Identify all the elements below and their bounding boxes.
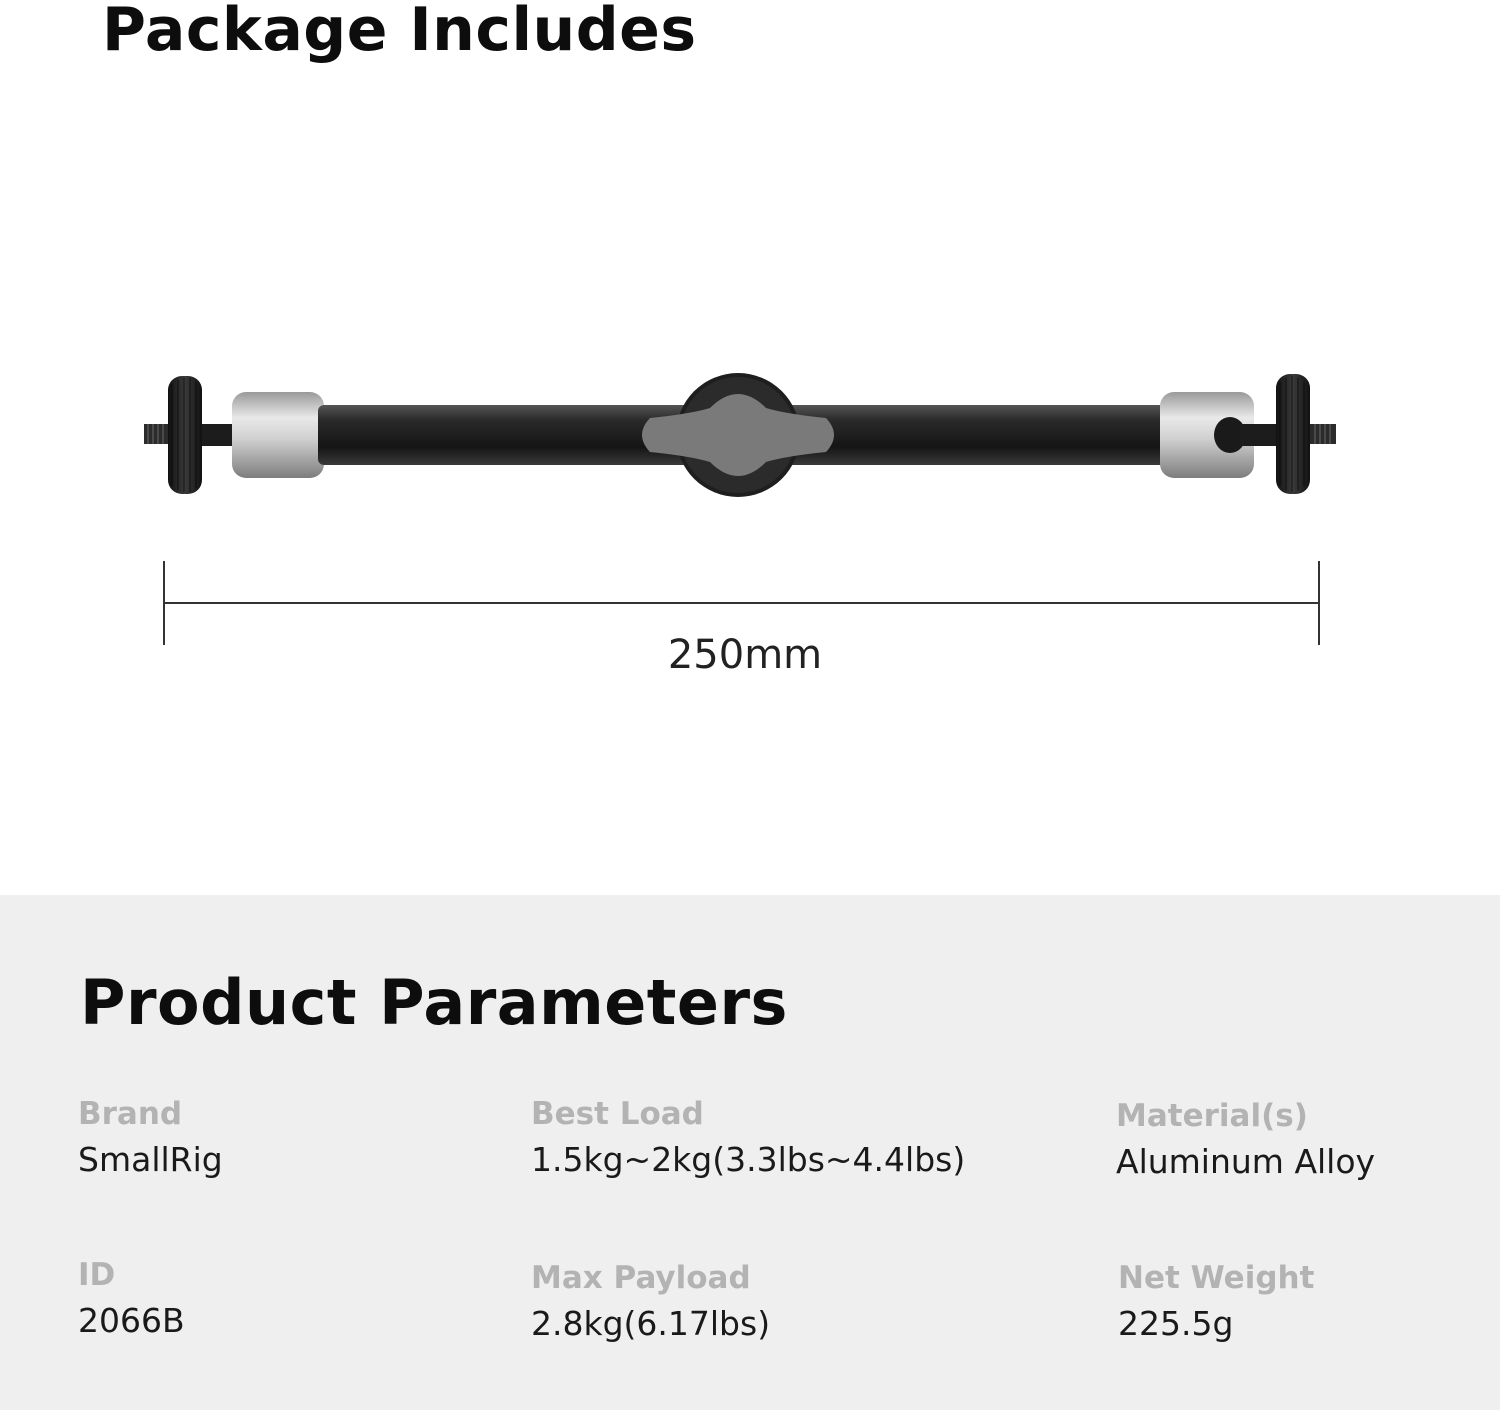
param-label: Best Load [531, 1096, 704, 1132]
param-materials [1116, 1096, 1375, 1184]
param-net-weight [1118, 1258, 1314, 1346]
param-best-load [531, 1094, 965, 1182]
magic-arm-rod-image [130, 360, 1360, 510]
param-value: SmallRig [78, 1140, 223, 1179]
param-value: 1.5kg~2kg(3.3lbs~4.4lbs) [531, 1140, 966, 1179]
param-value: 225.5g [1118, 1304, 1234, 1343]
package-includes-title: Package Includes [102, 0, 697, 65]
param-max-payload [531, 1258, 770, 1346]
param-label: Max Payload [531, 1260, 751, 1296]
product-parameters-title: Product Parameters [80, 966, 788, 1039]
param-label: Material(s) [1116, 1098, 1308, 1134]
param-id [78, 1255, 185, 1343]
param-label: ID [78, 1257, 116, 1293]
dimension-label: 250mm [667, 632, 823, 678]
param-value: 2066B [78, 1301, 185, 1340]
param-value: 2.8kg(6.17lbs) [531, 1304, 771, 1343]
param-brand [78, 1094, 223, 1182]
param-label: Net Weight [1118, 1260, 1315, 1296]
param-label: Brand [78, 1096, 183, 1132]
param-value: Aluminum Alloy [1116, 1142, 1376, 1181]
